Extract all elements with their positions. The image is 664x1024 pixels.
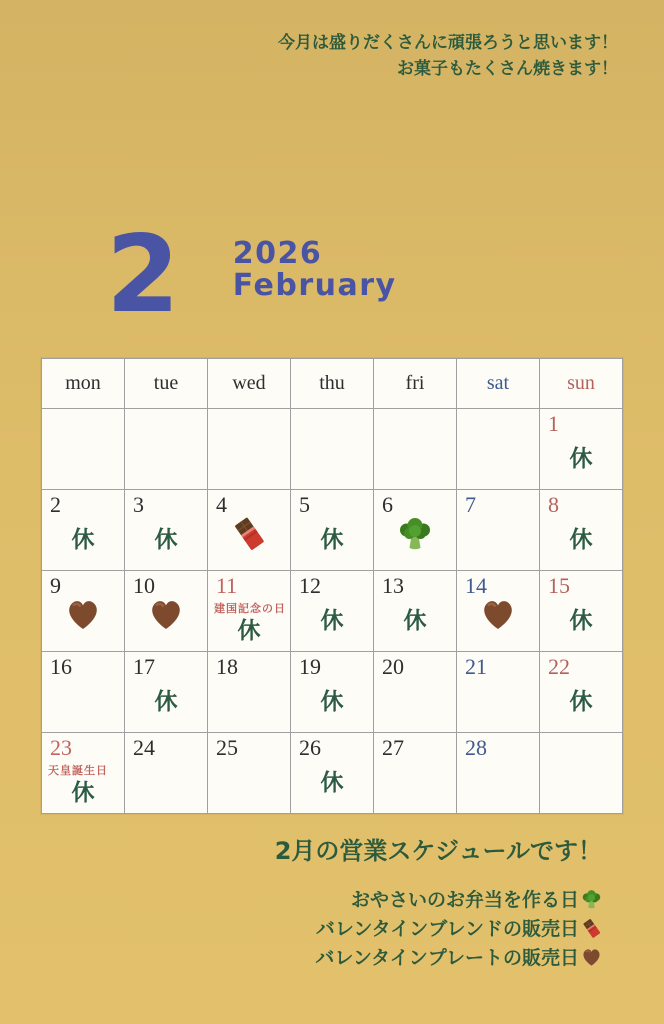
- date-number: 9: [50, 573, 61, 598]
- weekday-header-sun: sun: [540, 359, 623, 409]
- calendar-cell-feb-4: [208, 490, 291, 571]
- date-number: 12: [299, 573, 321, 598]
- date-number: 5: [299, 492, 310, 517]
- calendar-cell-feb-5: [291, 490, 374, 571]
- date-number: 27: [382, 735, 404, 760]
- calendar-cell-feb-2: [42, 490, 125, 571]
- legend-item: [315, 915, 602, 944]
- year-month: [233, 238, 397, 328]
- closed-marker: 休: [320, 527, 344, 553]
- calendar-cell-feb-21: [457, 652, 540, 733]
- date-number: 17: [133, 654, 155, 679]
- holiday-label: 天皇誕生日: [48, 764, 108, 777]
- date-number: 15: [548, 573, 570, 598]
- holiday-label: 建国記念の日: [214, 602, 286, 615]
- calendar-cell-feb-1: [540, 409, 623, 490]
- calendar-cell-empty: [125, 409, 208, 490]
- legend-text: バレンタインプレートの販売日: [315, 947, 579, 969]
- calendar-cell-feb-22: [540, 652, 623, 733]
- closed-marker: 休: [237, 618, 261, 644]
- weekday-header-sat: sat: [457, 359, 540, 409]
- calendar-cell-feb-11: [208, 571, 291, 652]
- top-note: [278, 31, 618, 82]
- calendar-cell-empty: [208, 409, 291, 490]
- calendar-cell-empty: [457, 409, 540, 490]
- closed-marker: 休: [569, 527, 593, 553]
- calendar-cell-feb-28: [457, 733, 540, 814]
- month-number: 2: [106, 213, 179, 336]
- calendar-cell-feb-8: [540, 490, 623, 571]
- closed-marker: 休: [71, 780, 95, 806]
- brown-heart-icon: [581, 947, 602, 968]
- calendar-cell-feb-24: [125, 733, 208, 814]
- year-label: 2026: [232, 236, 323, 271]
- legend-item: [315, 944, 602, 973]
- date-number: 3: [133, 492, 144, 517]
- legend-item: [315, 886, 602, 915]
- closed-marker: 休: [320, 608, 344, 634]
- brown-heart-icon: [480, 597, 516, 633]
- top-note-line-2: お菓子もたくさん焼きます！: [397, 58, 618, 79]
- calendar-title: [106, 213, 397, 336]
- date-number: 18: [216, 654, 238, 679]
- chocolate-icon: [581, 918, 602, 939]
- calendar-cell-feb-27: [374, 733, 457, 814]
- weekday-header-wed: wed: [208, 359, 291, 409]
- closed-marker: 休: [320, 689, 344, 715]
- calendar-cell-feb-19: [291, 652, 374, 733]
- chocolate-icon: [231, 516, 267, 552]
- date-number: 19: [299, 654, 321, 679]
- date-number: 21: [465, 654, 487, 679]
- calendar-cell-feb-12: [291, 571, 374, 652]
- date-number: 16: [50, 654, 72, 679]
- calendar-cell-feb-3: [125, 490, 208, 571]
- calendar-cell-empty: [540, 733, 623, 814]
- legend-text: バレンタインブレンドの販売日: [315, 918, 579, 940]
- calendar-cell-feb-23: [42, 733, 125, 814]
- closed-marker: 休: [569, 608, 593, 634]
- legend: [315, 886, 602, 973]
- calendar-cell-feb-26: [291, 733, 374, 814]
- calendar-cell-feb-15: [540, 571, 623, 652]
- broccoli-icon: [581, 889, 602, 910]
- date-number: 13: [382, 573, 404, 598]
- date-number: 20: [382, 654, 404, 679]
- legend-text: おやさいのお弁当を作る日: [350, 889, 579, 911]
- calendar-cell-feb-10: [125, 571, 208, 652]
- calendar-cell-empty: [374, 409, 457, 490]
- weekday-header-thu: thu: [291, 359, 374, 409]
- weekday-header-mon: mon: [42, 359, 125, 409]
- calendar-cell-feb-9: [42, 571, 125, 652]
- date-number: 25: [216, 735, 238, 760]
- calendar-cell-feb-17: [125, 652, 208, 733]
- closed-marker: 休: [154, 527, 178, 553]
- footer-heading: 2月の営業スケジュールです！: [274, 837, 602, 865]
- closed-marker: 休: [320, 770, 344, 796]
- broccoli-icon: [397, 516, 433, 552]
- date-number: 8: [548, 492, 559, 517]
- closed-marker: 休: [569, 446, 593, 472]
- weekday-header-fri: fri: [374, 359, 457, 409]
- brown-heart-icon: [148, 597, 184, 633]
- calendar-cell-feb-13: [374, 571, 457, 652]
- date-number: 10: [133, 573, 155, 598]
- date-number: 28: [465, 735, 487, 760]
- closed-marker: 休: [71, 527, 95, 553]
- date-number: 23: [50, 735, 72, 760]
- calendar-cell-feb-7: [457, 490, 540, 571]
- date-number: 6: [382, 492, 393, 517]
- date-number: 4: [216, 492, 227, 517]
- calendar-cell-feb-18: [208, 652, 291, 733]
- brown-heart-icon: [65, 597, 101, 633]
- calendar-grid: [41, 358, 623, 814]
- date-number: 7: [465, 492, 476, 517]
- calendar-cell-feb-16: [42, 652, 125, 733]
- calendar-cell-feb-6: [374, 490, 457, 571]
- date-number: 11: [216, 573, 238, 598]
- calendar-cell-feb-25: [208, 733, 291, 814]
- calendar-cell-empty: [291, 409, 374, 490]
- date-number: 24: [133, 735, 155, 760]
- calendar-cell-feb-20: [374, 652, 457, 733]
- date-number: 22: [548, 654, 570, 679]
- date-number: 2: [50, 492, 61, 517]
- closed-marker: 休: [403, 608, 427, 634]
- calendar-cell-feb-14: [457, 571, 540, 652]
- weekday-header-tue: tue: [125, 359, 208, 409]
- calendar-cell-empty: [42, 409, 125, 490]
- month-name-label: February: [232, 268, 397, 304]
- date-number: 14: [465, 573, 487, 598]
- closed-marker: 休: [154, 689, 178, 715]
- top-note-line-1: 今月は盛りだくさんに頑張ろうと思います！: [278, 33, 618, 53]
- closed-marker: 休: [569, 689, 593, 715]
- date-number: 1: [548, 411, 559, 436]
- date-number: 26: [299, 735, 321, 760]
